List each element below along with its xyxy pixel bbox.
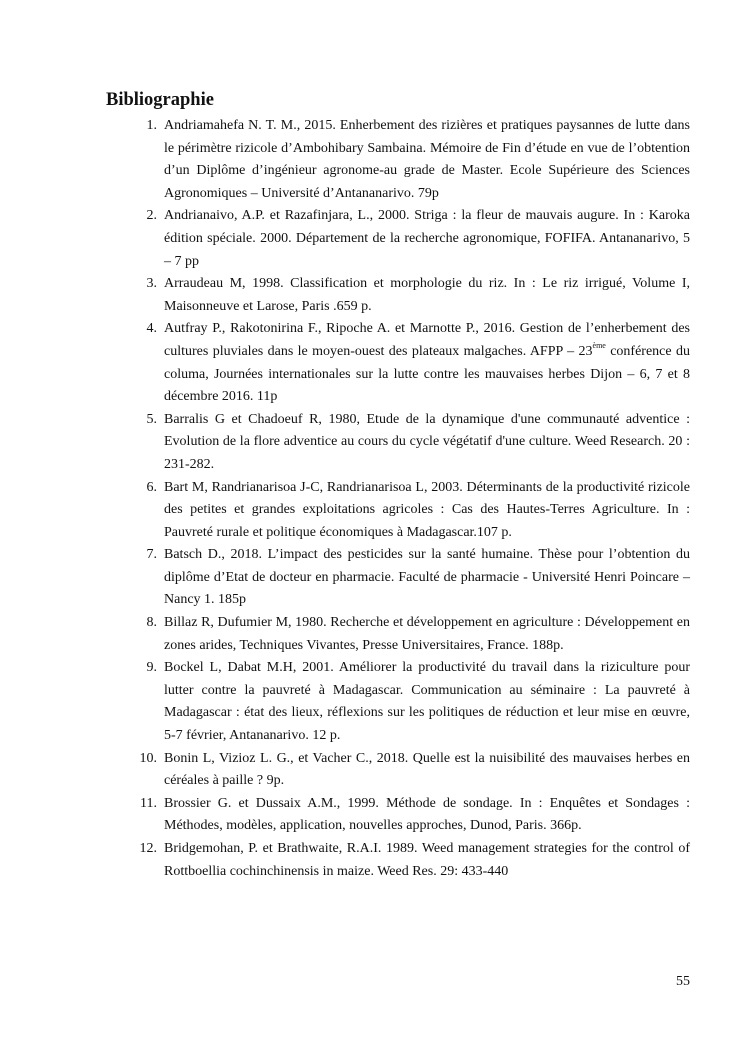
entry-text: Bart M, Randrianarisoa J-C, Randrianarisoa L, 2003. Déterminants de la productivité rizicole des petites et grandes exploitations agricoles : Cas des Hautes-Terres Agriculture. In : Pauvreté rurale et politique économiques à Madagascar.107 p. — [164, 479, 690, 540]
bibliography-entry — [124, 273, 690, 318]
entry-text: Bridgemohan, P. et Brathwaite, R.A.I. 1989. Weed management strategies for the control of Rottboellia cochinchinensis in maize. Weed Res. 29: 433-440 — [164, 841, 690, 879]
entry-number: 8. — [146, 615, 157, 631]
entry-text: Bonin L, Vizioz L. G., et Vacher C., 2018. Quelle est la nuisibilité des mauvaises herbes en céréales à paille ? 9p. — [164, 750, 690, 789]
entry-number: 11. — [140, 795, 157, 811]
entry-text: Bockel L, Dabat M.H, 2001. Améliorer la productivité du travail dans la riziculture pour lutter contre la pauvreté à Madagascar. Communication au séminaire : La pauvreté à Madagascar : état des lieux, réflexions sur les politiques de réduction et leur mise en œuvre, 5-7 février, Antananarivo. 12 p. — [164, 660, 690, 744]
entry-number: 7. — [146, 547, 157, 563]
entry-text: Arraudeau M, 1998. Classification et morphologie du riz. In : Le riz irrigué, Volume I, Maisonneuve et Larose, Paris .659 p. — [164, 276, 690, 314]
entry-number: 9. — [146, 660, 157, 676]
bibliography-entry — [124, 115, 690, 205]
bibliography-entry — [124, 318, 690, 408]
entry-text: Andrianaivo, A.P. et Razafinjara, L., 2000. Striga : la fleur de mauvais augure. In : Karoka édition spéciale. 2000. Département de la recherche agronomique, FOFIFA. Antananarivo, 5 – 7 pp — [164, 208, 690, 269]
entry-text: Andriamahefa N. T. M., 2015. Enherbement des rizières et pratiques paysannes de lutte dans le périmètre rizicole d’Ambohibary Sambaina. Mémoire de Fin d’étude en vue de l’obtention d’un Diplôme d’ingénieur agronome-au grade de Master. Ecole Supérieure des Sciences Agronomiques – Université d’Antananarivo. 79p — [164, 118, 690, 201]
bibliography-entry — [124, 612, 690, 657]
entry-text: Brossier G. et Dussaix A.M., 1999. Méthode de sondage. In : Enquêtes et Sondages : Méthodes, modèles, application, nouvelles approches, Dunod, Paris. 366p. — [164, 795, 690, 834]
bibliography-heading: Bibliographie — [106, 90, 214, 110]
bibliography-entry — [124, 838, 690, 883]
entry-number: 1. — [146, 118, 157, 133]
entry-superscript: ème — [592, 340, 606, 350]
bibliography-entry — [124, 205, 690, 273]
entry-text: Batsch D., 2018. L’impact des pesticides sur la santé humaine. Thèse pour l’obtention du diplôme d’Etat de docteur en pharmacie. Faculté de pharmacie - Université Henri Poincare – Nancy 1. 185p — [164, 547, 690, 608]
page-number: 55 — [676, 974, 690, 989]
entry-number: 5. — [146, 411, 157, 427]
entry-text-continued: conférence du columa, Journées internationales sur la lutte contre les mauvaises herbes Dijon – 6, 7 et 8 décembre 2016. 11p — [164, 343, 690, 405]
bibliography-entry — [124, 409, 690, 477]
entry-number: 4. — [146, 321, 157, 337]
entry-text: Barralis G et Chadoeuf R, 1980, Etude de la dynamique d'une communauté adventice : Evolution de la flore adventice au cours du cycle végétatif d'une culture. Weed Research. 20 : 231-282. — [164, 411, 690, 472]
entry-text: Autfray P., Rakotonirina F., Ripoche A. et Marnotte P., 2016. Gestion de l’enherbement des cultures pluviales dans le moyen-ouest des plateaux malgaches. AFPP – 23 — [164, 321, 690, 359]
bibliography-entry — [124, 657, 690, 747]
bibliography-entry — [124, 477, 690, 545]
entry-number: 10. — [139, 750, 157, 766]
entry-number: 12. — [139, 841, 157, 856]
bibliography-entry — [124, 793, 690, 838]
bibliography-entry — [124, 748, 690, 793]
entry-number: 2. — [146, 208, 157, 224]
bibliography-list — [124, 115, 690, 883]
entry-number: 3. — [146, 276, 157, 292]
entry-number: 6. — [146, 479, 157, 495]
entry-text: Billaz R, Dufumier M, 1980. Recherche et développement en agriculture : Développement en zones arides, Techniques Vivantes, Presse Universitaires, France. 188p. — [164, 615, 690, 653]
bibliography-entry — [124, 544, 690, 612]
